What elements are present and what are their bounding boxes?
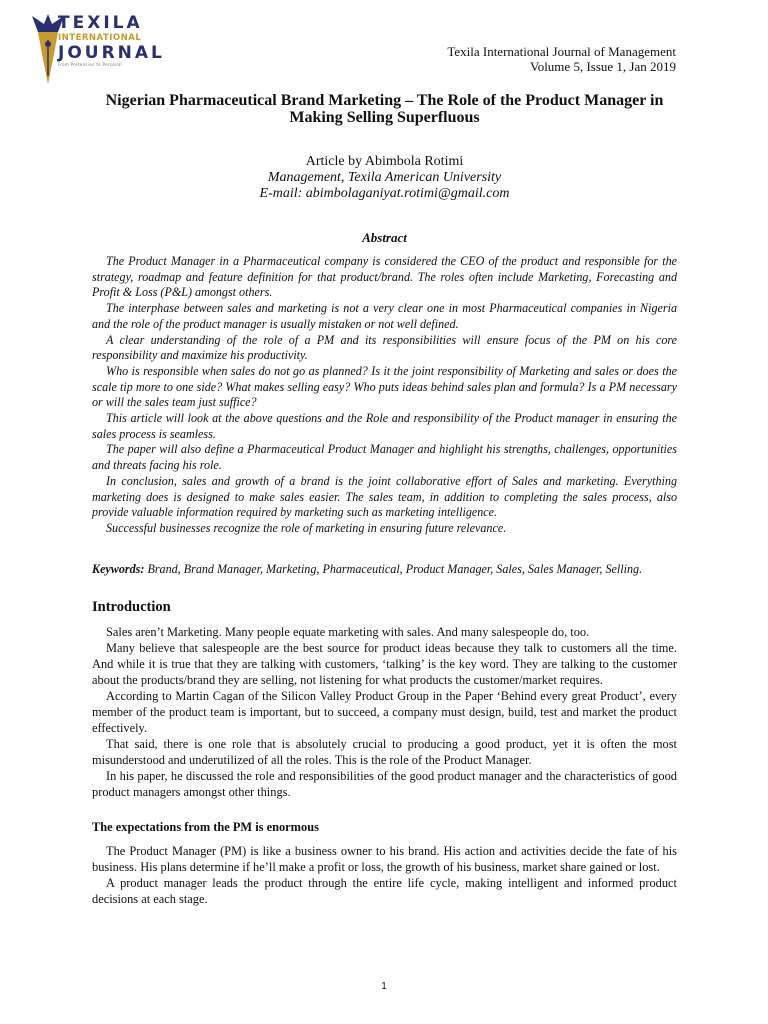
abstract-heading: Abstract <box>362 230 407 245</box>
abstract-paragraph: Successful businesses recognize the role of marketing in ensuring future relevance. <box>106 520 507 535</box>
author-affiliation: Management, Texila American University <box>267 170 502 185</box>
logo-tagline: From Pretension to Personal <box>58 62 122 67</box>
abstract-paragraph: A clear understanding of the role of a PM and its responsibilities will ensure focus of the PM on his core responsibility and maximize his productivity. <box>92 332 677 363</box>
abstract-paragraph: The paper will also define a Pharmaceutical Product Manager and highlight his strengths, challenges, opportunities and threats facing his role. <box>92 442 677 473</box>
logo-line-international: INTERNATIONAL <box>58 33 142 43</box>
keywords-text: Brand, Brand Manager, Marketing, Pharmaceutical, Product Manager, Sales, Sales Manager, Selling. <box>147 562 643 576</box>
journal-logo <box>28 10 165 90</box>
body-paragraph: Sales aren’t Marketing. Many people equate marketing with sales. And many salespeople do, too. <box>106 625 590 639</box>
keywords-label: Keywords: <box>92 562 145 576</box>
body-paragraph: In his paper, he discussed the role and responsibilities of the good product manager and the characteristics of good product managers amongst other things. <box>92 769 677 799</box>
body-paragraph: The Product Manager (PM) is like a business owner to his brand. His action and activities decide the fate of his business. His plans determine if he’ll make a profit or loss, the growth of his business, market share gained or lost. <box>92 844 677 874</box>
logo-line-journal: JOURNAL <box>58 43 165 63</box>
logo-line-texila: TEXILA <box>58 13 143 33</box>
abstract-paragraph: The interphase between sales and marketing is not a very clear one in most Pharmaceutical companies in Nigeria and the role of the product manager is usually mistaken or not well defined. <box>92 301 677 331</box>
expectations-heading: The expectations from the PM is enormous <box>92 820 319 834</box>
body-paragraph: Many believe that salespeople are the best source for product ideas because they talk to customers all the time. And while it is true that they are talking with customers, ‘talking’ is the key word. They are talking to the customer about the products/brand they are selling, not listening for what products the customer/market requires. <box>92 641 677 687</box>
journal-name: Texila International Journal of Management <box>447 44 676 59</box>
abstract-paragraph: In conclusion, sales and growth of a brand is the joint collaborative effort of Sales and marketing. Everything marketing does is designed to make sales easier. The sales team, in addition to completing the sales process, also provide valuable information required by marketing such as marketing intelligence. <box>92 473 677 520</box>
journal-issue: Volume 5, Issue 1, Jan 2019 <box>529 59 676 74</box>
body-paragraph: That said, there is one role that is absolutely crucial to producing a good product, yet it is often the most misunderstood and underutilized of all the roles. This is the role of the Product Manager. <box>92 737 677 767</box>
introduction-body <box>92 624 677 800</box>
article-title: Nigerian Pharmaceutical Brand Marketing – The Role of the Product Manager in Making Selling Superfluous <box>105 92 664 126</box>
body-paragraph: A product manager leads the product through the entire life cycle, making intelligent and informed product decisions at each stage. <box>92 876 677 906</box>
author-byline: Article by Abimbola Rotimi <box>305 154 464 169</box>
introduction-heading: Introduction <box>92 599 171 615</box>
abstract-paragraph: Who is responsible when sales do not go as planned? Is it the joint responsibility of Marketing and sales or does the scale tip more to one side? What makes selling easy? Who puts ideas behind sales plan and formula? Is a PM necessary or will the sales team just suffice? <box>92 363 677 410</box>
body-paragraph: According to Martin Cagan of the Silicon Valley Product Group in the Paper ‘Behind every great Product’, every member of the product team is important, but to succeed, a company must design, build, test and market the product effectively. <box>92 689 677 735</box>
author-email: E-mail: abimbolaganiyat.rotimi@gmail.com <box>259 186 510 201</box>
author-block <box>92 154 677 202</box>
journal-header <box>447 44 676 74</box>
page-number: 1 <box>381 981 387 992</box>
keywords <box>92 562 677 578</box>
logo-wordmark <box>58 13 165 67</box>
abstract-paragraph: This article will look at the above questions and the Role and responsibility of the Product manager in ensuring the sales process is seamless. <box>92 411 677 441</box>
abstract-body <box>92 254 677 537</box>
expectations-body <box>92 843 677 907</box>
abstract-paragraph: The Product Manager in a Pharmaceutical company is considered the CEO of the product and responsible for the strategy, roadmap and feature definition for that product/brand. The roles often include Marketing, Forecasting and Profit & Loss (P&L) amongst others. <box>92 254 677 300</box>
